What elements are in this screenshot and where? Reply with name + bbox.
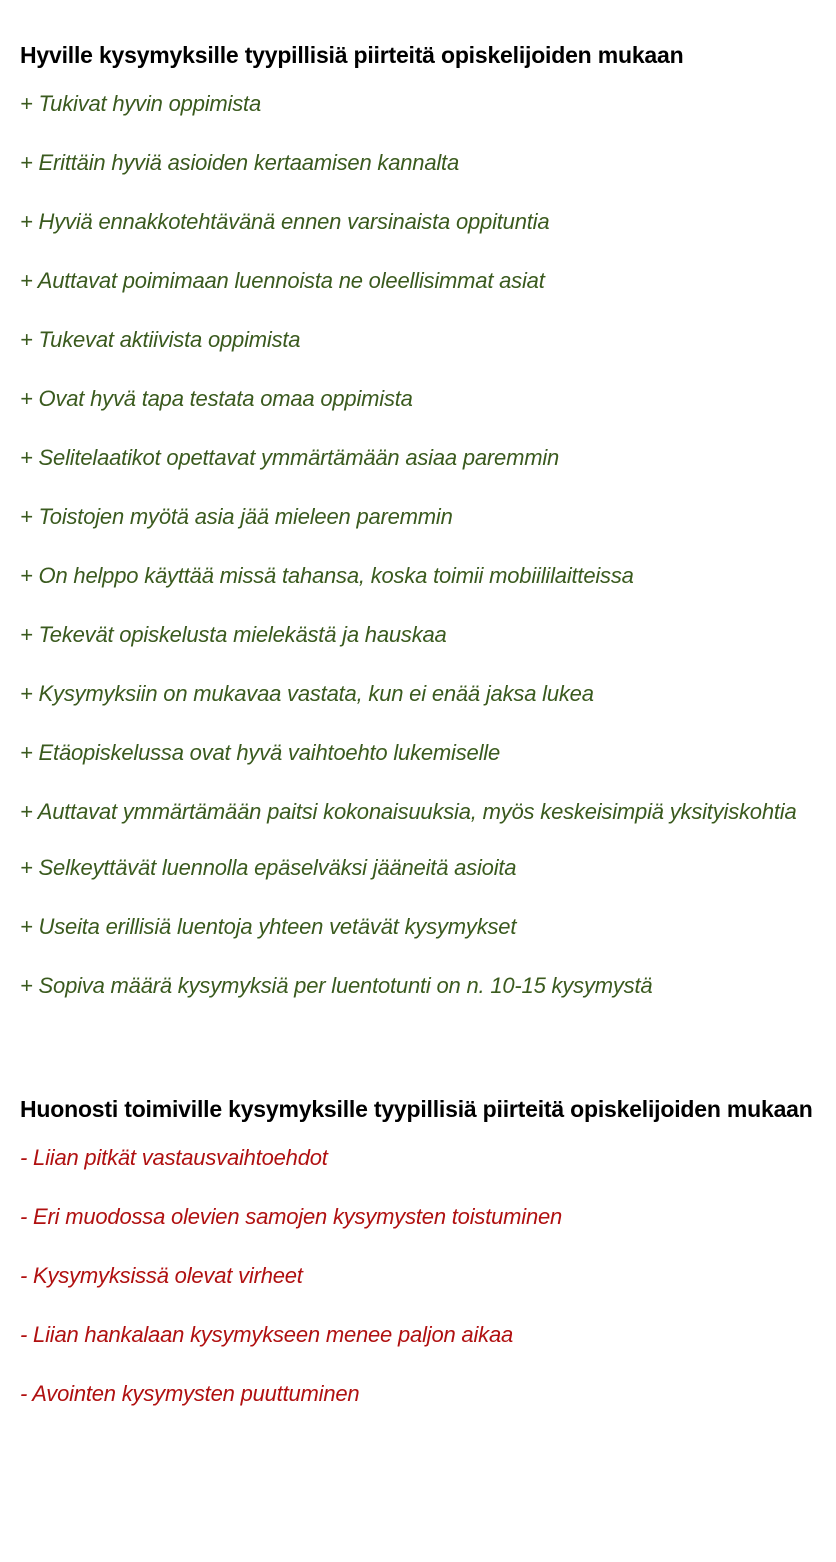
good-feature-item: + Tukivat hyvin oppimista	[20, 91, 261, 116]
bad-features-list	[20, 1140, 820, 1412]
document-page	[20, 36, 820, 1412]
bad-feature-item: - Liian pitkät vastausvaihtoehdot	[20, 1145, 328, 1170]
good-feature-item: + Auttavat ymmärtämään paitsi kokonaisuuksia, myös keskeisimpiä yksityiskohtia	[20, 799, 797, 824]
good-feature-item: + Sopiva määrä kysymyksiä per luentotunti on n. 10-15 kysymystä	[20, 973, 653, 998]
good-feature-item: + Hyviä ennakkotehtävänä ennen varsinaista oppituntia	[20, 209, 550, 234]
good-feature-item: + Erittäin hyviä asioiden kertaamisen kannalta	[20, 150, 459, 175]
good-questions-heading: Hyville kysymyksille tyypillisiä piirteitä opiskelijoiden mukaan	[20, 42, 684, 68]
good-feature-item: + Toistojen myötä asia jää mieleen paremmin	[20, 504, 453, 529]
good-feature-item: + Ovat hyvä tapa testata omaa oppimista	[20, 386, 413, 411]
bad-feature-item: - Kysymyksissä olevat virheet	[20, 1263, 303, 1288]
good-feature-item: + On helppo käyttää missä tahansa, koska toimii mobiililaitteissa	[20, 563, 634, 588]
good-feature-item: + Selkeyttävät luennolla epäselväksi jääneitä asioita	[20, 855, 517, 880]
bad-feature-item: - Eri muodossa olevien samojen kysymysten toistuminen	[20, 1204, 563, 1229]
good-feature-item: + Kysymyksiin on mukavaa vastata, kun ei enää jaksa lukea	[20, 681, 594, 706]
bad-feature-item: - Liian hankalaan kysymykseen menee paljon aikaa	[20, 1322, 514, 1347]
good-feature-item: + Selitelaatikot opettavat ymmärtämään asiaa paremmin	[20, 445, 560, 470]
good-feature-item: + Tekevät opiskelusta mielekästä ja hauskaa	[20, 622, 447, 647]
good-features-list	[20, 86, 820, 1004]
good-feature-item: + Tukevat aktiivista oppimista	[20, 327, 301, 352]
bad-questions-heading: Huonosti toimiville kysymyksille tyypillisiä piirteitä opiskelijoiden mukaan	[20, 1096, 813, 1122]
bad-feature-item: - Avointen kysymysten puuttuminen	[20, 1381, 360, 1406]
good-feature-item: + Useita erillisiä luentoja yhteen vetävät kysymykset	[20, 914, 517, 939]
good-feature-item: + Auttavat poimimaan luennoista ne oleellisimmat asiat	[20, 268, 545, 293]
good-feature-item: + Etäopiskelussa ovat hyvä vaihtoehto lukemiselle	[20, 740, 500, 765]
